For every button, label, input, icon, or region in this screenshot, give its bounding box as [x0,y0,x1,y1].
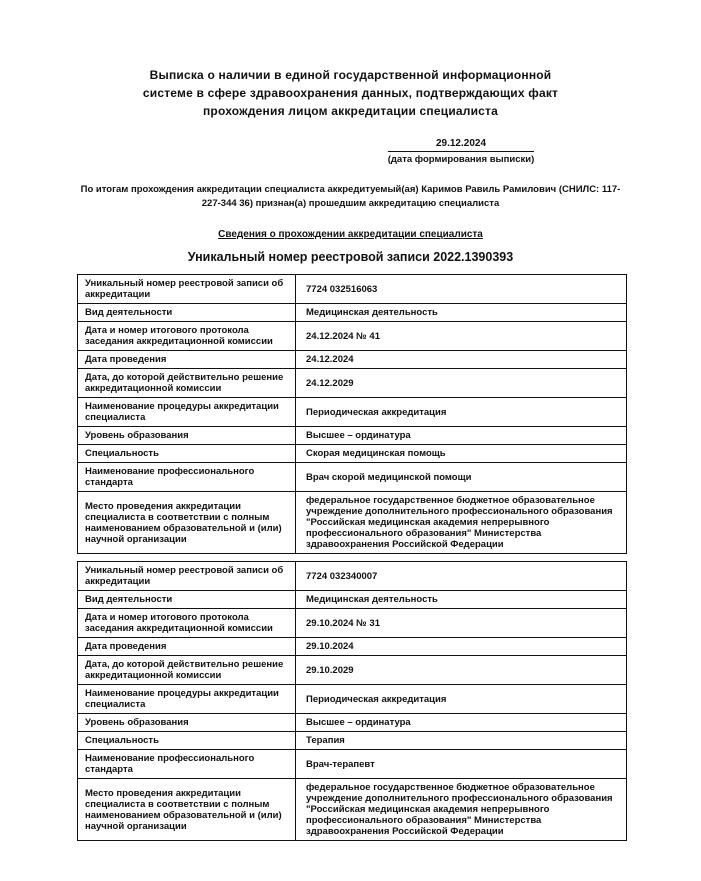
accreditation-table-1 [77,274,627,554]
table-row [78,427,627,445]
row-value: 7724 032340007 [296,562,627,591]
row-value: Терапия [296,732,627,750]
table-row [78,685,627,714]
row-label: Уровень образования [78,714,296,732]
row-value: Медицинская деятельность [296,304,627,322]
document-title [0,66,701,120]
formation-date-caption: (дата формирования выписки) [387,154,535,165]
table-row [78,351,627,369]
intro-paragraph: По итогам прохождения аккредитации специалиста аккредитуемый(ая) Каримов Равиль Рамилович (СНИЛС: 117-227-344 36) признан(а) прошедшим аккредитацию специалиста [80,184,621,209]
row-value: Медицинская деятельность [296,591,627,609]
row-label: Дата и номер итогового протокола заседания аккредитационной комиссии [78,322,296,351]
row-value: 24.12.2029 [296,369,627,398]
table-row [78,591,627,609]
row-value: 7724 032516063 [296,275,627,304]
row-value: федеральное государственное бюджетное образовательное учреждение дополнительного профессионального образования "Российская медицинская академия непрерывного профессионального образования" Министерства здравоохранения Российской Федерации [296,492,627,554]
table-row [78,463,627,492]
row-value: 29.10.2024 [296,638,627,656]
table-row [78,638,627,656]
table-row [78,445,627,463]
table-row [78,492,627,554]
row-label: Специальность [78,732,296,750]
row-label: Уникальный номер реестровой записи об аккредитации [78,275,296,304]
document-title-line-1: Выписка о наличии в единой государственной информационной [149,68,552,82]
row-value: Периодическая аккредитация [296,685,627,714]
row-value: Врач скорой медицинской помощи [296,463,627,492]
table-row [78,369,627,398]
accreditation-table-2 [77,561,627,841]
table-row [78,562,627,591]
row-label: Дата и номер итогового протокола заседания аккредитационной комиссии [78,609,296,638]
table-row [78,732,627,750]
row-label: Место проведения аккредитации специалиста в соответствии с полным наименованием образовательной и (или) научной организации [78,779,296,841]
row-value: Высшее – ординатура [296,427,627,445]
row-value: Периодическая аккредитация [296,398,627,427]
row-value: Высшее – ординатура [296,714,627,732]
table-row [78,609,627,638]
row-label: Наименование процедуры аккредитации специалиста [78,398,296,427]
row-value: 24.12.2024 [296,351,627,369]
table-row [78,779,627,841]
table-row [78,714,627,732]
document-title-line-2: системе в сфере здравоохранения данных, подтверждающих факт [142,86,559,100]
row-label: Вид деятельности [78,591,296,609]
row-label: Дата, до которой действительно решение аккредитационной комиссии [78,369,296,398]
row-value: Скорая медицинская помощь [296,445,627,463]
row-label: Дата, до которой действительно решение аккредитационной комиссии [78,656,296,685]
document-title-line-3: прохождения лицом аккредитации специалиста [202,104,499,118]
row-value: Врач-терапевт [296,750,627,779]
table-row [78,656,627,685]
table-row [78,275,627,304]
section-heading: Сведения о прохождении аккредитации специалиста [218,229,483,240]
row-label: Вид деятельности [78,304,296,322]
row-label: Уровень образования [78,427,296,445]
row-value: федеральное государственное бюджетное образовательное учреждение дополнительного профессионального образования "Российская медицинская академия непрерывного профессионального образования" Министерства здравоохранения Российской Федерации [296,779,627,841]
formation-date-block [386,137,536,166]
row-label: Наименование профессионального стандарта [78,463,296,492]
table-row [78,304,627,322]
row-value: 24.12.2024 № 41 [296,322,627,351]
table-row [78,322,627,351]
row-label: Место проведения аккредитации специалиста в соответствии с полным наименованием образовательной и (или) научной организации [78,492,296,554]
row-label: Уникальный номер реестровой записи об аккредитации [78,562,296,591]
registry-number-heading: Уникальный номер реестровой записи 2022.1390393 [187,250,514,264]
row-label: Дата проведения [78,351,296,369]
row-value: 29.10.2024 № 31 [296,609,627,638]
row-label: Наименование процедуры аккредитации специалиста [78,685,296,714]
row-label: Наименование профессионального стандарта [78,750,296,779]
table-row [78,398,627,427]
row-value: 29.10.2029 [296,656,627,685]
table-row [78,750,627,779]
row-label: Дата проведения [78,638,296,656]
formation-date: 29.12.2024 [388,137,534,152]
row-label: Специальность [78,445,296,463]
